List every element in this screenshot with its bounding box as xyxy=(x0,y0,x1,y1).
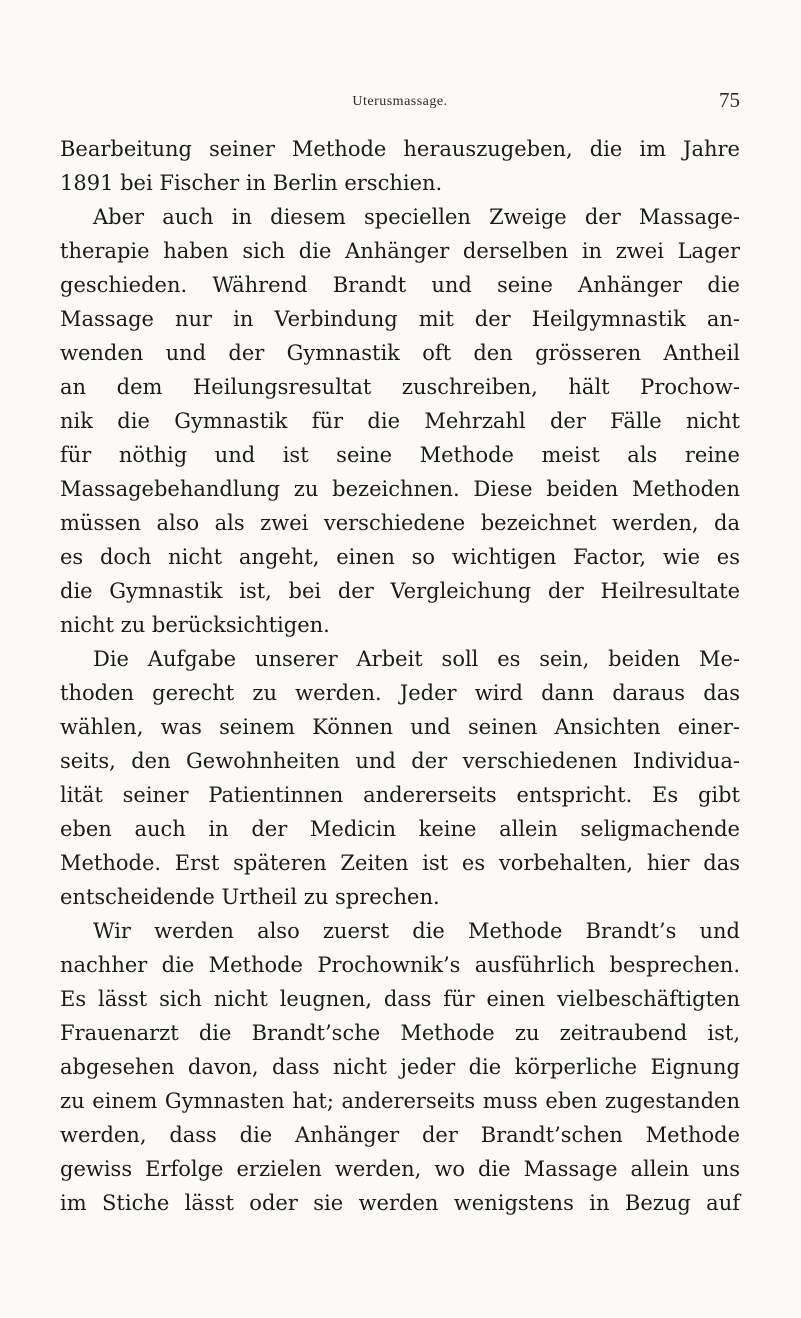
running-head xyxy=(60,88,740,118)
page-number: 75 xyxy=(719,88,740,112)
text-line: entscheidende Urtheil zu sprechen. xyxy=(60,885,440,909)
text-line: thoden gerecht zu werden. Jeder wird dann daraus das xyxy=(60,681,740,705)
text-line: werden, dass die Anhänger der Brandt’schen Methode xyxy=(60,1123,740,1147)
running-title: Uterusmassage. xyxy=(352,94,448,109)
text-line: wenden und der Gymnastik oft den grösseren Antheil xyxy=(60,341,740,365)
text-line: nachher die Methode Prochownik’s ausführlich besprechen. xyxy=(60,953,740,977)
body-text xyxy=(60,132,740,1220)
text-line: eben auch in der Medicin keine allein seligmachende xyxy=(60,817,740,841)
text-line: nicht zu berücksichtigen. xyxy=(60,613,330,637)
text-line: Wir werden also zuerst die Methode Brandt’s und xyxy=(93,919,740,943)
text-line: abgesehen davon, dass nicht jeder die körperliche Eignung xyxy=(60,1055,740,1079)
text-line: Bearbeitung seiner Methode herauszugeben, die im Jahre xyxy=(60,137,740,161)
text-line: an dem Heilungsresultat zuschreiben, hält Prochow- xyxy=(60,375,740,399)
text-line: therapie haben sich die Anhänger derselben in zwei Lager xyxy=(60,239,740,263)
text-line: Aber auch in diesem speciellen Zweige der Massage- xyxy=(93,205,740,229)
text-line: die Gymnastik ist, bei der Vergleichung der Heilresultate xyxy=(60,579,740,603)
text-line: lität seiner Patientinnen andererseits entspricht. Es gibt xyxy=(60,783,740,807)
text-line: im Stiche lässt oder sie werden wenigstens in Bezug auf xyxy=(60,1191,740,1215)
text-line: Methode. Erst späteren Zeiten ist es vorbehalten, hier das xyxy=(60,851,740,875)
text-line: Massagebehandlung zu bezeichnen. Diese beiden Methoden xyxy=(60,477,740,501)
text-line: es doch nicht angeht, einen so wichtigen Factor, wie es xyxy=(60,545,740,569)
text-line: 1891 bei Fischer in Berlin erschien. xyxy=(60,171,443,195)
text-line: nik die Gymnastik für die Mehrzahl der Fälle nicht xyxy=(60,409,740,433)
text-line: wählen, was seinem Können und seinen Ansichten einer- xyxy=(60,715,740,739)
text-line: für nöthig und ist seine Methode meist als reine xyxy=(60,443,740,467)
text-line: Massage nur in Verbindung mit der Heilgymnastik an- xyxy=(60,307,740,331)
text-line: gewiss Erfolge erzielen werden, wo die Massage allein uns xyxy=(60,1157,740,1181)
text-line: müssen also als zwei verschiedene bezeichnet werden, da xyxy=(60,511,740,535)
text-line: seits, den Gewohnheiten und der verschiedenen Individua- xyxy=(60,749,740,773)
text-line: Die Aufgabe unserer Arbeit soll es sein, beiden Me- xyxy=(93,647,740,671)
text-line: geschieden. Während Brandt und seine Anhänger die xyxy=(60,273,740,297)
text-line: Frauenarzt die Brandt’sche Methode zu zeitraubend ist, xyxy=(60,1021,740,1045)
text-line: Es lässt sich nicht leugnen, dass für einen vielbeschäftigten xyxy=(60,987,740,1011)
text-line: zu einem Gymnasten hat; andererseits muss eben zugestanden xyxy=(60,1089,740,1113)
